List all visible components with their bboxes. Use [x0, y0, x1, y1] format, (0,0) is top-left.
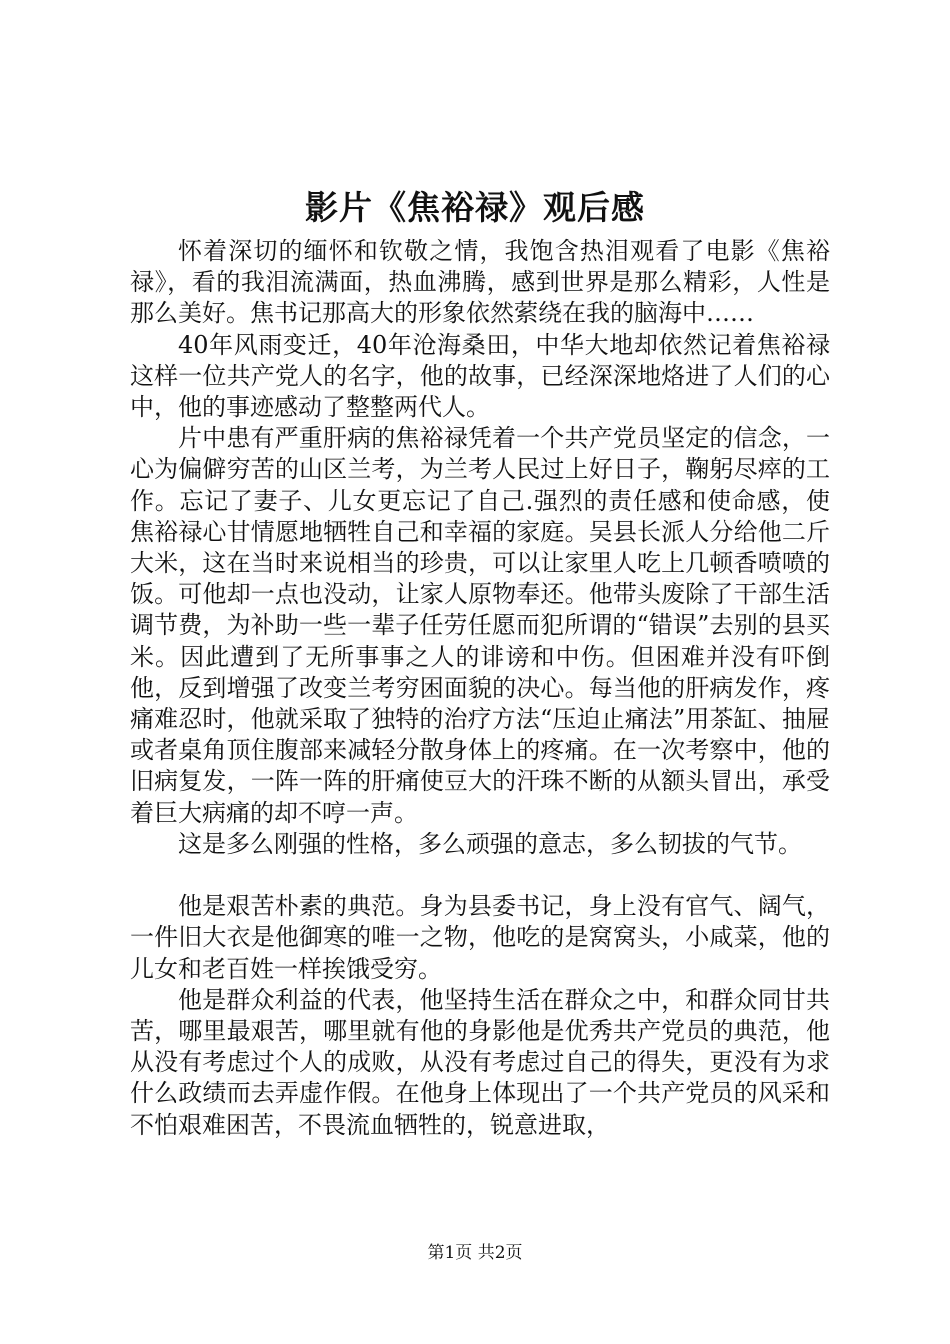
- document-title: 影片《焦裕禄》观后感: [305, 188, 645, 227]
- paragraph-spacer: [130, 860, 830, 891]
- paragraph-intro: 怀着深切的缅怀和钦敬之情，我饱含热泪观看了电影《焦裕禄》，看的我泪流满面，热血沸腾，感到世界是那么精彩，人性是那么美好。焦书记那高大的形象依然萦绕在我的脑海中……: [130, 237, 830, 328]
- paragraph-forty-years: 40年风雨变迁，40年沧海桑田，中华大地却依然记着焦裕禄这样一位共产党人的名字，他的故事，已经深深地烙进了人们的心中，他的事迹感动了整整两代人。: [130, 330, 830, 422]
- paragraph-frugality: 他是艰苦朴素的典范。身为县委书记，身上没有官气、阔气，一件旧大衣是他御寒的唯一之物，他吃的是窝窝头，小咸菜，他的儿女和老百姓一样挨饿受穷。: [130, 892, 830, 983]
- paragraph-masses: 他是群众利益的代表，他坚持生活在群众之中，和群众同甘共苦，哪里最艰苦，哪里就有他的身影他是优秀共产党员的典范，他从没有考虑过个人的成败，从没有考虑过自己的得失，更没有为求什么政绩而去弄虚作假。在他身上体现出了一个共产党员的风采和不怕艰难困苦，不畏流血牺牲的，锐意进取，: [130, 985, 830, 1139]
- page-number: 第1页 共2页: [427, 1243, 523, 1263]
- paragraph-film-plot: 片中患有严重肝病的焦裕禄凭着一个共产党员坚定的信念，一心为偏僻穷苦的山区兰考，为兰考人民过上好日子，鞠躬尽瘁的工作。忘记了妻子、儿女更忘记了自己.强烈的责任感和使命感，使焦裕禄心甘情愿地牺牲自己和幸福的家庭。吴县长派人分给他二斤大米，这在当时来说相当的珍贵，可以让家里人吃上几顿香喷喷的饭。可他却一点也没动，让家人原物奉还。他带头废除了干部生活调节费，为补助一些一辈子任劳任愿而犯所谓的“错误”去别的县买米。因此遭到了无所事事之人的诽谤和中伤。但困难并没有吓倒他，反到增强了改变兰考穷困面貌的决心。每当他的肝病发作，疼痛难忍时，他就采取了独特的治疗方法“压迫止痛法”用茶缸、抽屉或者桌角顶住腹部来减轻分散身体上的疼痛。在一次考察中，他的旧病复发，一阵一阵的肝痛使豆大的汗珠不断的从额头冒出，承受着巨大病痛的却不哼一声。: [130, 424, 830, 827]
- document-body: [130, 236, 830, 1141]
- paragraph-character: 这是多么刚强的性格，多么顽强的意志，多么韧拔的气节。: [178, 829, 802, 858]
